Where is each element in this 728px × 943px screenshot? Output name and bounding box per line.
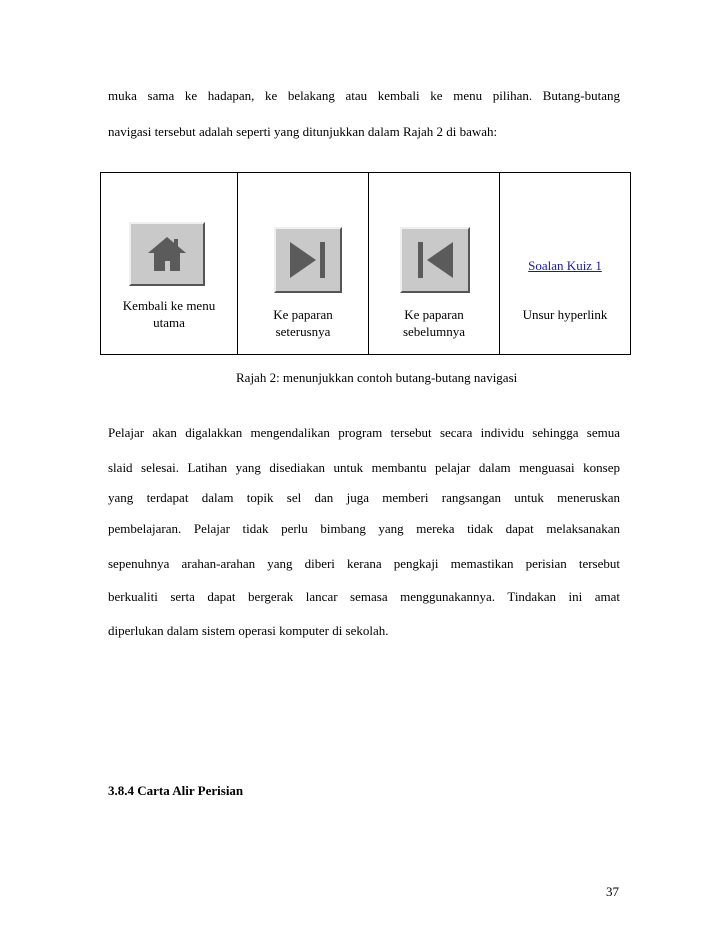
intro-line-1: muka sama ke hadapan, ke belakang atau kembali ke menu pilihan. Butang-butang <box>108 88 620 103</box>
previous-label-2: sebelumnya <box>402 324 466 339</box>
home-icon <box>146 234 188 274</box>
home-label-1: Kembali ke menu <box>122 298 216 313</box>
home-cell <box>101 173 238 355</box>
next-button[interactable] <box>274 227 342 293</box>
home-label-2: utama <box>153 315 185 330</box>
previous-cell <box>369 173 500 355</box>
previous-button[interactable] <box>400 227 470 293</box>
paragraph-line: pembelajaran. Pelajar tidak perlu bimbang yang mereka tidak dapat melaksanakan <box>108 521 620 536</box>
previous-label-1: Ke paparan <box>404 307 464 322</box>
paragraph-line: Pelajar akan digalakkan mengendalikan program tersebut secara individu sehingga semua <box>108 425 620 440</box>
paragraph-line: diperlukan dalam sistem operasi komputer di sekolah. <box>108 623 389 638</box>
hyperlink-label: Unsur hyperlink <box>522 307 608 322</box>
figure-caption: Rajah 2: menunjukkan contoh butang-butang navigasi <box>236 370 518 385</box>
next-cell <box>238 173 369 355</box>
paragraph-line: slaid selesai. Latihan yang disediakan untuk membantu pelajar dalam menguasai konsep <box>108 460 620 475</box>
paragraph-line: berkualiti serta dapat bergerak lancar semasa menggunakannya. Tindakan ini amat <box>108 589 620 604</box>
page-number: 37 <box>606 884 619 899</box>
quiz-hyperlink[interactable]: Soalan Kuiz 1 <box>528 258 602 273</box>
navigation-buttons-table <box>100 172 631 355</box>
next-label-1: Ke paparan <box>273 307 333 322</box>
skip-previous-icon <box>413 239 457 281</box>
next-label-2: seterusnya <box>275 324 331 339</box>
paragraph-line: sepenuhnya arahan-arahan yang diberi kerana pengkaji memastikan perisian tersebut <box>108 556 620 571</box>
home-button[interactable] <box>129 222 205 286</box>
skip-next-icon <box>286 239 330 281</box>
paragraph-line: yang terdapat dalam topik sel dan juga memberi rangsangan untuk meneruskan <box>108 490 620 505</box>
intro-line-2: navigasi tersebut adalah seperti yang ditunjukkan dalam Rajah 2 di bawah: <box>108 124 498 139</box>
section-heading: 3.8.4 Carta Alir Perisian <box>108 783 244 798</box>
hyperlink-cell <box>500 173 631 355</box>
